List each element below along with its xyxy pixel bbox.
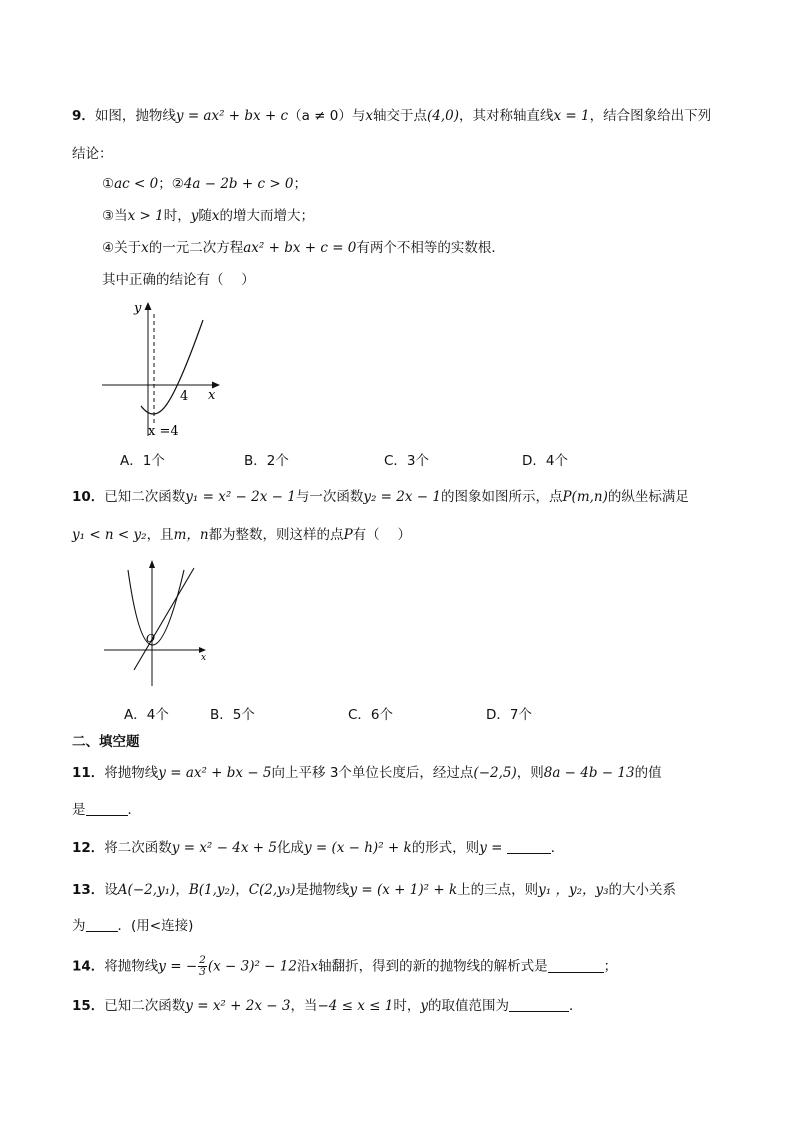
q12-answer-blank[interactable] <box>507 839 551 854</box>
q9-statement-1-2: ①ac < 0；②4a − 2b + c > 0； <box>102 176 308 192</box>
q10-graph <box>100 558 216 690</box>
q13-line1: 13．设A(−2,y₁)，B(1,y₂)，C(2,y₃)是抛物线y = (x + 1)² + k上的三点，则y₁ ，y₂，y₃的大小关系 <box>72 882 677 898</box>
q9-line1: 9．如图，抛物线y = ax² + bx + c（a ≠ 0）与x轴交于点(4,0)，其对称轴直线x = 1，结合图象给出下列 <box>72 108 712 124</box>
q9-y-arrow <box>145 302 152 310</box>
q15-answer-blank[interactable] <box>509 997 569 1012</box>
q10-y-arrow <box>149 560 155 568</box>
q9-parabola <box>141 320 203 414</box>
q10-parabola <box>128 570 184 645</box>
q9-line2: 结论： <box>72 146 113 162</box>
q10-line <box>134 568 194 670</box>
section-fill-heading: 二、填空题 <box>72 734 140 750</box>
q12-line: 12．将二次函数y = x² − 4x + 5化成y = (x − h)² + k的形式，则y = ． <box>72 840 565 856</box>
q11-line1: 11．将抛物线y = ax² + bx − 5向上平移 3个单位长度后，经过点(−2,5)，则8a − 4b − 13的值 <box>72 765 662 781</box>
q15-number: 15． <box>72 998 105 1014</box>
q9-question: 其中正确的结论有（ ） <box>102 272 255 288</box>
q13-number: 13． <box>72 882 105 898</box>
q14-fraction: $\frac{2}{3}$ <box>199 954 206 978</box>
q13-line2: 为 ．(用<连接) <box>72 918 194 934</box>
q14-number: 14． <box>72 958 105 975</box>
q13-answer-blank[interactable] <box>86 917 118 932</box>
q11-answer-blank[interactable] <box>86 801 128 816</box>
q9-graph <box>96 296 230 442</box>
q12-number: 12． <box>72 840 105 856</box>
q9-option-c[interactable]: C．3个 <box>384 453 430 469</box>
q9-x-label: x <box>208 388 216 403</box>
q10-option-d[interactable]: D．7个 <box>486 707 532 723</box>
q9-statement-4: ④关于x的一元二次方程ax² + bx + c = 0有两个不相等的实数根． <box>102 240 505 256</box>
q9-formula: y = ax² + bx + c <box>175 108 289 124</box>
q9-axis-label: x =4 <box>148 424 179 439</box>
q15-line: 15．已知二次函数y = x² + 2x − 3，当−4 ≤ x ≤ 1时，y的取值范围为 ． <box>72 998 583 1014</box>
q14-answer-blank[interactable] <box>548 958 604 973</box>
q10-line1: 10．已知二次函数y₁ = x² − 2x − 1与一次函数y₂ = 2x − 1的图象如图所示，点P(m,n)的纵坐标满足 <box>72 489 689 505</box>
q9-statement-3: ③当x > 1时，y随x的增大而增大； <box>102 208 314 224</box>
q9-y-label: y <box>134 301 142 316</box>
q10-option-a[interactable]: A．4个 <box>124 707 169 723</box>
q10-option-b[interactable]: B．5个 <box>210 707 255 723</box>
q11-line2: 是 ． <box>72 802 141 818</box>
q10-x-label: x <box>201 653 207 663</box>
q9-number: 9． <box>72 108 95 124</box>
q10-line2: y₁ < n < y₂，且m，n都为整数，则这样的点P有（ ） <box>72 527 411 543</box>
q11-number: 11． <box>72 765 105 781</box>
q9-option-d[interactable]: D．4个 <box>522 453 568 469</box>
q10-option-c[interactable]: C．6个 <box>348 707 394 723</box>
q9-option-a[interactable]: A．1个 <box>120 453 165 469</box>
q9-root-label: 4 <box>180 389 189 404</box>
q14-line: 14．将抛物线y = − $\frac{2}{3}$ (x − 3)² − 12沿x轴翻折，得到的新的抛物线的解析式是 ； <box>72 954 618 978</box>
q10-origin-label: O <box>146 632 156 645</box>
q9-option-b[interactable]: B．2个 <box>244 453 289 469</box>
q10-number: 10． <box>72 489 105 505</box>
